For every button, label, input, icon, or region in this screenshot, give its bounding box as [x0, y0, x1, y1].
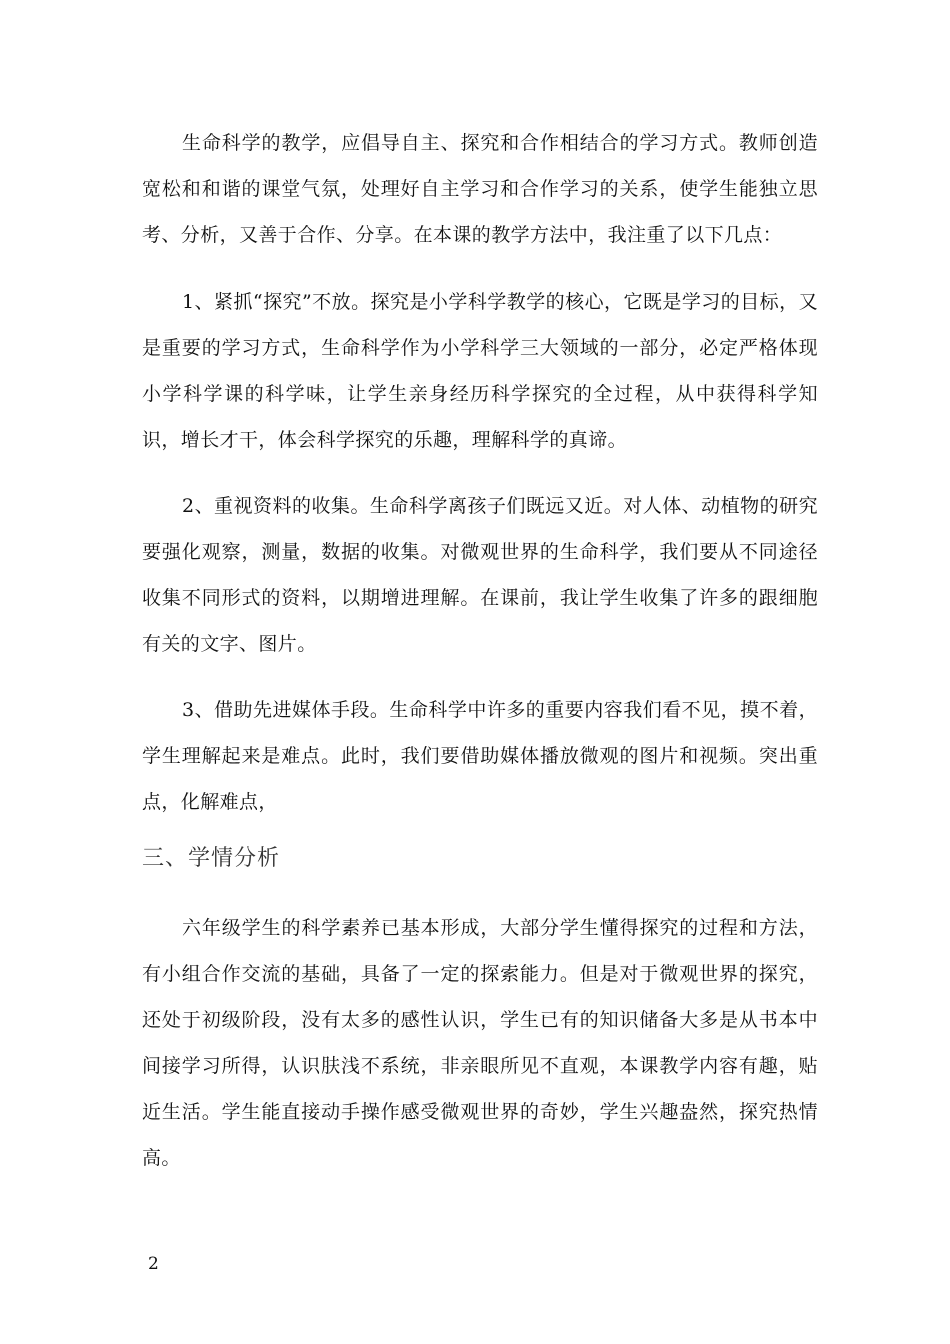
section-heading: 三、学情分析 [142, 846, 281, 871]
paragraph-point-inquiry: 1、紧抓“探究”不放。探究是小学科学教学的核心，它既是学习的目标，又是重要的学习方式，生命科学作为小学科学三大领域的一部分，必定严格体现小学科学课的科学味，让学生亲身经历科学探究的全过程，从中获得科学知识，增长才干，体会科学探究的乐趣，理解科学的真谛。 [142, 291, 818, 451]
paragraph-point-materials: 2、重视资料的收集。生命科学离孩子们既远又近。对人体、动植物的研究要强化观察，测量，数据的收集。对微观世界的生命科学，我们要从不同途径收集不同形式的资料，以期增进理解。在课前，我让学生收集了许多的跟细胞有关的文字、图片。 [142, 495, 818, 655]
paragraph-student-analysis: 六年级学生的科学素养已基本形成，大部分学生懂得探究的过程和方法，有小组合作交流的基础，具备了一定的探索能力。但是对于微观世界的探究，还处于初级阶段，没有太多的感性认识，学生已有的知识储备大多是从书本中间接学习所得，认识肤浅不系统，非亲眼所见不直观，本课教学内容有趣，贴近生活。学生能直接动手操作感受微观世界的奇妙，学生兴趣盎然，探究热情高。 [142, 917, 818, 1169]
paragraph-point-media: 3、借助先进媒体手段。生命科学中许多的重要内容我们看不见，摸不着，学生理解起来是难点。此时，我们要借助媒体播放微观的图片和视频。突出重点，化解难点， [142, 699, 818, 813]
page-number: 2 [148, 1254, 159, 1274]
paragraph-teaching-approach: 生命科学的教学，应倡导自主、探究和合作相结合的学习方式。教师创造宽松和和谐的课堂气氛，处理好自主学习和合作学习的关系，使学生能独立思考、分析，又善于合作、分享。在本课的教学方法中，我注重了以下几点： [142, 132, 818, 246]
